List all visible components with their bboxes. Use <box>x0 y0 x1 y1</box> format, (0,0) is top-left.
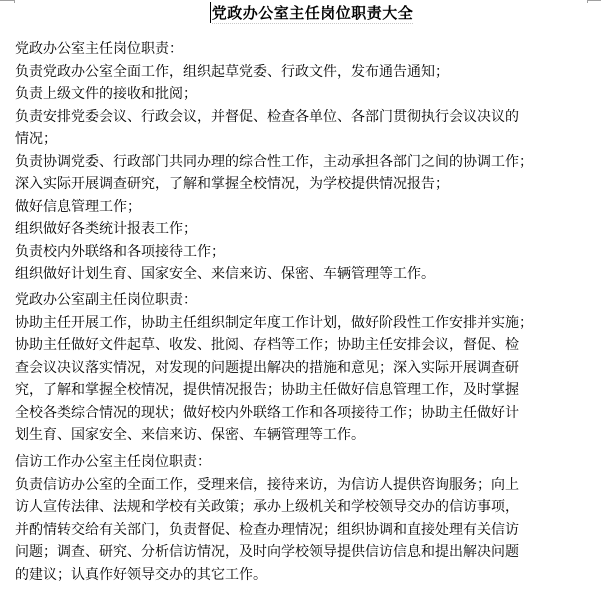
section-heading: 信访工作办公室主任岗位职责： <box>15 454 211 470</box>
page-corner-mark <box>0 0 14 1</box>
paragraph-line: 负责协调党委、行政部门共同办理的综合性工作，主动承担各部门之间的协调工作； <box>15 153 533 170</box>
paragraph-line: 负责党政办公室全面工作，组织起草党委、行政文件，发布通告通知； <box>15 63 449 80</box>
paragraph-line: 协助主任开展工作，协助主任组织制定年度工作计划，做好阶段性工作安排并实施； <box>15 314 533 331</box>
paragraph-line: 组织做好各类统计报表工作； <box>15 221 197 237</box>
section-petition-office-director <box>15 451 595 586</box>
section-heading: 党政办公室主任岗位职责： <box>15 41 183 57</box>
text-cursor <box>210 2 211 23</box>
paragraph-line: 协助主任做好文件起草、收发、批阅、存档等工作；协助主任安排会议，督促、检 <box>15 337 519 353</box>
paragraph-line: 访人宣传法律、法规和学校有关政策；承办上级机关和学校领导交办的信访事项， <box>15 499 519 515</box>
paragraph-line: 负责校内外联络和各项接待工作； <box>15 243 225 260</box>
paragraph-line: 负责信访办公室的全面工作，受理来信，接待来访，为信访人提供咨询服务；向上 <box>15 476 519 493</box>
paragraph-line: 情况； <box>15 131 57 147</box>
paragraph-line: 负责安排党委会议、行政会议，并督促、检查各单位、各部门贯彻执行会议决议的 <box>15 108 519 125</box>
paragraph-line: 组织做好计划生育、国家安全、来信来访、保密、车辆管理等工作。 <box>15 266 435 282</box>
section-director <box>15 38 595 286</box>
paragraph-line: 深入实际开展调查研究，了解和掌握全校情况，为学校提供情况报告； <box>15 176 449 192</box>
paragraph-line: 问题；调查、研究、分析信访情况，及时向学校领导提供信访信息和提出解决问题 <box>15 544 519 560</box>
paragraph-line: 并酌情转交给有关部门，负责督促、检查办理情况；组织协调和直接处理有关信访 <box>15 521 519 538</box>
paragraph-line: 查会议决议落实情况，对发现的问题提出解决的措施和意见；深入实际开展调查研 <box>15 359 519 376</box>
section-heading: 党政办公室副主任岗位职责： <box>15 292 197 308</box>
paragraph-line: 的建议；认真作好领导交办的其它工作。 <box>15 566 267 583</box>
section-deputy-director <box>15 289 595 447</box>
paragraph-line: 究，了解和掌握全校情况，提供情况报告；协助主任做好信息管理工作，及时掌握 <box>15 382 519 398</box>
paragraph-line: 全校各类综合情况的现状；做好校内外联络工作和各项接待工作；协助主任做好计 <box>15 404 519 421</box>
title-row <box>15 0 590 28</box>
paragraph-line: 划生育、国家安全、来信来访、保密、车辆管理等工作。 <box>15 427 365 443</box>
paragraph-line: 做好信息管理工作； <box>15 198 141 215</box>
document-title[interactable] <box>212 3 414 24</box>
paragraph-line: 负责上级文件的接收和批阅； <box>15 86 197 102</box>
document-title-text: 党政办公室主任岗位职责大全 <box>211 4 414 22</box>
